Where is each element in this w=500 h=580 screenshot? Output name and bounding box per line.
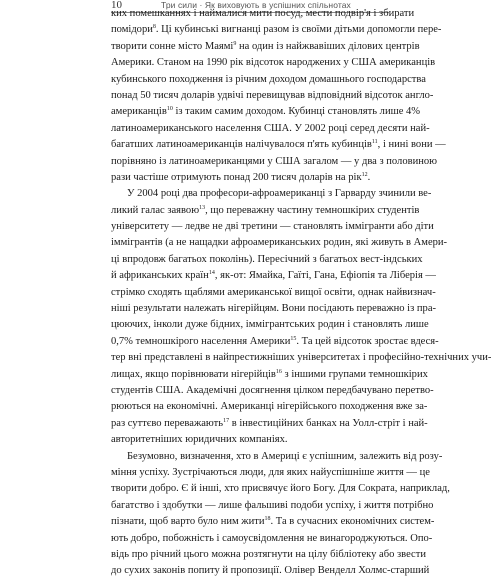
footnote-ref: 8	[152, 24, 156, 31]
footnote-ref: 16	[275, 368, 282, 375]
text-line: 0,7% темношкірого населення Америки$^{15}$. Та цей відсоток зростає вдеся-	[111, 335, 439, 347]
text-line: рази частіше отримують понад 200 тисяч доларів на рік$^{12}$.	[111, 171, 371, 183]
page-number: 10	[111, 0, 122, 11]
text-line: відь про річний цього можна розтягнути на цілу бібліотеку або звести	[111, 548, 426, 560]
footnote-ref: 11	[371, 139, 378, 146]
footnote-ref: 15	[290, 335, 297, 342]
text-line: університету — ледве не дві третини — становлять іммігранти або діти	[111, 221, 434, 233]
text-line: американців$^{10}$ із таким самим доходом. Кубинці становлять лише 4%	[111, 106, 421, 118]
text-line: ють добро, побожність і самоусвідомлення не винагороджуються. Опо-	[111, 532, 433, 544]
text-line: пізнати, щоб варто було ним жити$^{18}$. Та в сучасних економічних систем-	[111, 516, 435, 528]
text-line: кубинського походження із річним доходом домашнього господарства	[111, 73, 426, 85]
text-line: творити сонне місто Маямі$^9$ на один із найжвавіших ділових центрів	[111, 40, 420, 52]
footnote-ref: 17	[223, 417, 230, 424]
text-line: тер вні представлені в найпрестижніших університетах і професійно-технічних учи-	[111, 352, 492, 364]
text-line: студентів США. Академічні досягнення цілком передбачувано перетво-	[111, 384, 434, 396]
text-line: багатших латиноамериканців налічувалося п'ять кубинців$^{11}$, і нині вони —	[111, 139, 446, 151]
text-line: раз суттєво переважають$^{17}$ в інвестиційних банках на Уолл-стріт і най-	[111, 417, 428, 429]
text-line: до сухих законів попиту й пропозиції. Олівер Венделл Холмс-старший	[111, 565, 430, 577]
text-line: понад 50 тисяч доларів удвічі перевищував відповідний відсоток англо-	[111, 89, 434, 101]
text-line: ніші результати належать нігерійцям. Вони посідають переважно із пра-	[111, 303, 437, 315]
body-text	[111, 6, 492, 580]
footnote-ref: 14	[208, 270, 215, 277]
text-line: стрімко сходять щаблями американської вищої освіти, однак найвизнач-	[111, 286, 436, 298]
text-line: іммігрантів (а не нащадки афроамериканських родин, які живуть в Амери-	[111, 237, 448, 249]
text-line: порівняно із латиноамериканцями у США загалом — у два з половиною	[111, 155, 438, 167]
text-line: латиноамериканського населення США. У 2002 році серед десяти най-	[111, 122, 430, 134]
footnote-ref: 10	[166, 106, 173, 113]
text-line: творити добро. Є й інші, хто присвячує його Богу. Для Сократа, наприклад,	[111, 483, 450, 495]
text-line: цюючих, інколи дуже бідних, іммігрантських родин і становлять лише	[111, 319, 429, 331]
text-line: авторитетніших юридичних компаніях.	[111, 434, 288, 446]
text-line: рюються на економічні. Американці нігерійського походження вже за-	[111, 401, 428, 413]
text-line: помідори$^8$. Ці кубинські вигнанці разом із своїми дітьми допомогли пере-	[111, 24, 442, 36]
paragraph-start: Безумовно, визначення, хто в Америці є успішним, залежить від розу-	[127, 450, 443, 462]
text-line: багатство і здобутки — лише фальшиві подоби успіху, і життя потрібно	[111, 499, 434, 511]
text-line: Америки. Станом на 1990 рік відсоток народжених у США американців	[111, 57, 436, 69]
paragraph-start: У 2004 році два професори-афроамериканці з Гарварду зчинили ве-	[127, 188, 432, 200]
footnote-ref: 18	[264, 516, 271, 523]
footnote-ref: 12	[361, 171, 368, 178]
text-line: лищах, якщо порівнювати нігерійців$^{16}$ з іншими групами темношкірих	[111, 368, 428, 380]
text-line: ких помешканнях і наймалися мити посуд, мести подвір'я і збирати	[111, 8, 415, 19]
text-line: й африканських країн$^{14}$, як-от: Ямайка, Гаїті, Гана, Ефіопія та Ліберія —	[111, 270, 436, 282]
text-line: ці впродовж багатьох поколінь). Пересічний з багатьох вест-індських	[111, 253, 423, 265]
footnote-ref: 9	[233, 40, 237, 47]
running-title: Три сили · Як виховують в успішних спільнотах	[161, 0, 351, 10]
footnote-ref: 13	[199, 204, 206, 211]
text-line: ликий галас заявою$^{13}$, що переважну частину темношкірих студентів	[111, 204, 420, 216]
text-line: міння успіху. Зустрічаються люди, для яких найуспішніше життя — це	[111, 466, 430, 478]
